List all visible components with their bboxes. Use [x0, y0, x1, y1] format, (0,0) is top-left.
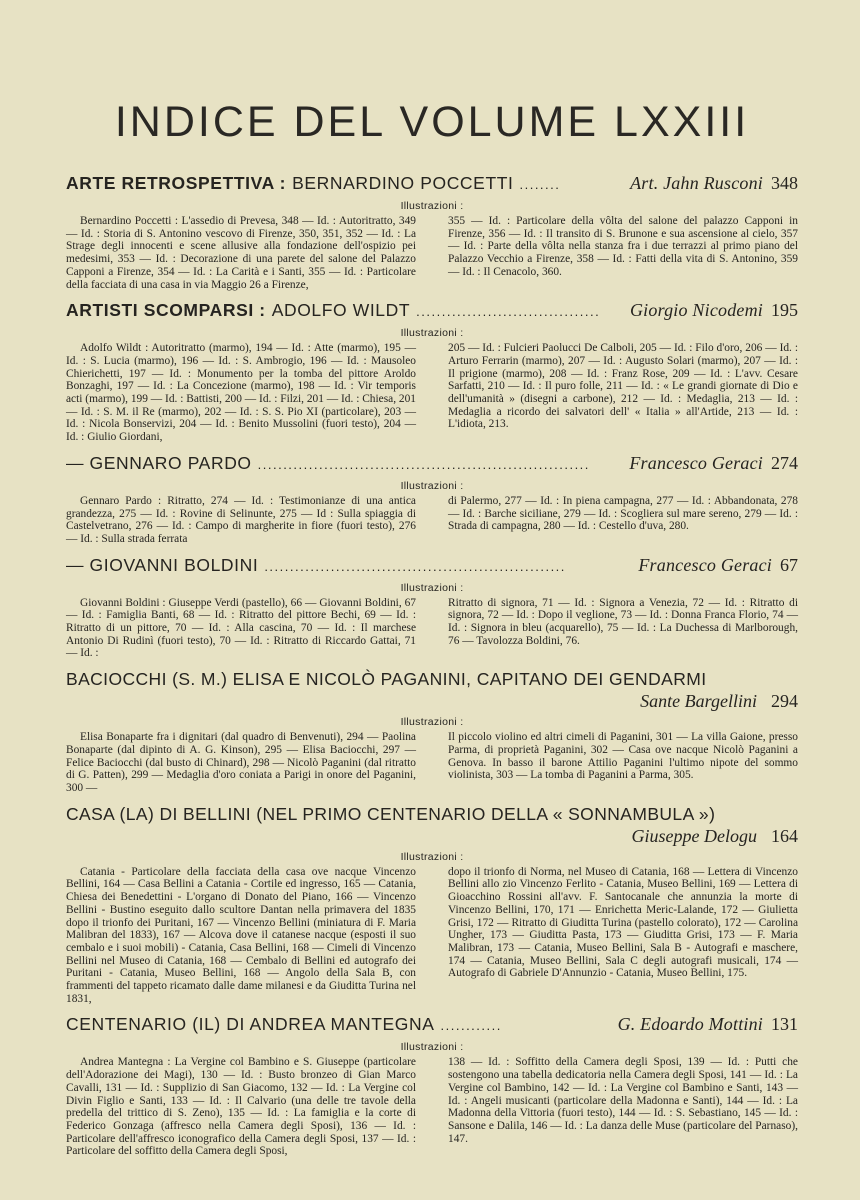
- entry-section: ARTISTI SCOMPARSI :: [66, 300, 266, 321]
- entry-page: 274: [771, 452, 798, 473]
- entry-text-right: di Palermo, 277 — Id. : In piena campagna, 277 — Id. : Abbandonata, 278 — Id. : Barche siciliane, 279 — Id. : Scogliera sul mare sereno, 279 — Id. : Strada di campagna, 280 — Id. : Cestello d'uva, 280.: [448, 494, 798, 533]
- entry-text-right: 355 — Id. : Particolare della vôlta del salone del palazzo Capponi in Firenze, 356 — Id. : Il transito di S. Brunone e sua ascensione al cielo, 357 — Id. : Parte della vôlta nella stanza fra i due terrazzi al primo piano del Palazzo Vecchio a Firenze, 358 — Id. : Fatti della vita di S. Antonino, 359 — Id. : Il Cenacolo, 360.: [448, 215, 798, 278]
- entry-text-left: Adolfo Wildt : Autoritratto (marmo), 194 — Id. : Atte (marmo), 195 — Id. : S. Lucia (marmo), 196 — Id. : S. Ambrogio, 196 — Id. : Mausoleo Chierichetti, 197 — Id. : Monumento per la tomba del pittore Aroldo Bonzaghi, 197 — Id. : La Concezione (marmo), 198 — Id. : Vir temporis acti (marmo), 199 — Id. : Battisti, 200 — Id. : Filzi, 201 — Id. : Chiesa, 201 — Id. : S. M. il Re (marmo), 202 — Id. : S. S. Pio XI (particolare), 203 — Id. : Nicola Bonservizi, 204 — Id. : Benito Mussolini (fuori testo), 204 — Id. : Giulio Giordani,: [66, 342, 416, 444]
- entry-byline: [66, 825, 798, 847]
- entry-text-left: Catania - Particolare della facciata della casa ove nacque Vincenzo Bellini, 164 — Casa Bellini a Catania - Cortile ed ingresso, 165 — Catania, Chiesa dei Benedettini - L'organo di Donato del Piano, 166 — Vincenzo Bellini - Bustino eseguito dallo scultore Dantan nella primavera del 1835 dopo il trionfo dei Puritani, 167 — Vincenzo Bellini (miniatura di F. Maria Malibran del 1833), 167 — Alcova dove il catanese nacque (esposti il suo cembalo e i suoi mobili) - Catania, Casa Bellini, 168 — Cimeli di Vincenzo Bellini nel Museo di Catania, 168 — Cembalo di Bellini ed autografo dei Puritani - Catania, Museo Bellini, 168 — Angolo della Sala B, con frammenti del tappeto ricamato dalle dame milanesi e da Giuditta Turina nel 1831,: [66, 865, 416, 1005]
- entry-text-right: 138 — Id. : Soffitto della Camera degli Sposi, 139 — Id. : Putti che sostengono una tabella dedicatoria nella Camera degli Sposi, 141 — Id. : La Vergine col Bambino, 142 — Id. : La Vergine col Bambino e Santi, 143 — Id. : Angeli musicanti (particolare della Madonna e Santi), 144 — Id. : La Madonna della Vittoria (fuori testo), 144 — Id. : S. Sebastiano, 145 — Id. : Sansone e Dalila, 146 — Id. : La danza delle Muse (particolare del Parnaso), 147.: [448, 1056, 798, 1145]
- entry-page: 348: [771, 173, 798, 193]
- entry-text-right: Il piccolo violino ed altri cimeli di Paganini, 301 — La villa Gaione, presso Parma, di proprietà Paganini, 302 — Casa ove nacque Nicolò Paganini a Genova. In basso il barone Attilio Paganini l'ultimo nipote del sommo violinista, 303 — La tomba di Paganini a Parma, 305.: [448, 731, 798, 782]
- entry-subject: — GIOVANNI BOLDINI: [66, 554, 259, 575]
- entry-subject: ADOLFO WILDT: [271, 300, 411, 321]
- entry-author: Giuseppe Delogu: [631, 825, 757, 846]
- page-title: INDICE DEL VOLUME LXXIII: [114, 98, 750, 146]
- entry-text-left: Elisa Bonaparte fra i dignitari (dal quadro di Benvenuti), 294 — Paolina Bonaparte (dal dipinto di A. G. Kinson), 295 — Elisa Baciocchi, 297 — Felice Baciocchi (dal busto di Chinard), 298 — Nicolò Paganini (dal ritratto di G. Patten), 299 — Medaglia d'oro coniata a Parigi in onore del Paganini, 300 —: [66, 731, 416, 794]
- index-entry: [66, 803, 798, 1006]
- entry-subject: — GENNARO PARDO: [66, 452, 252, 473]
- entry-subject: BERNARDINO POCCETTI: [292, 173, 514, 193]
- index-entry: [66, 1013, 798, 1158]
- entry-heading: [66, 172, 798, 196]
- entry-author: Sante Bargellini: [640, 691, 757, 712]
- illustrations-label: Illustrazioni :: [400, 716, 464, 729]
- illustrations-label: Illustrazioni :: [400, 200, 464, 212]
- entry-dots: ........: [519, 177, 561, 192]
- entry-heading: [66, 452, 798, 476]
- entry-author: Francesco Geraci: [629, 452, 763, 473]
- entry-page: 131: [771, 1014, 798, 1035]
- entry-text-right: Ritratto di signora, 71 — Id. : Signora a Venezia, 72 — Id. : Ritratto di signora, 72 — Id. : Dopo il veglione, 73 — Id. : Donna Franca Florio, 74 — Id. : Signora in bleu (acquarello), 75 — Id. : La Duchessa di Marlborough, 76 — Tavolozza Boldini, 76.: [448, 596, 798, 647]
- entry-dots: ....................................: [416, 304, 601, 320]
- entry-text-left: Gennaro Pardo : Ritratto, 274 — Id. : Testimonianze di una antica grandezza, 275 — Id. : Rovine di Selinunte, 275 — Id : Sulla spiaggia di Castelvetrano, 276 — Id. : Campo di margherite in fiore (fuori testo), 276 — Id. : Sulla strada ferrata: [66, 494, 416, 545]
- entry-heading: BACIOCCHI (S. M.) ELISA E NICOLÒ PAGANINI, CAPITANO DEI GENDARMI: [66, 669, 707, 690]
- entry-author: Francesco Geraci: [638, 554, 772, 575]
- entry-author: G. Edoardo Mottini: [617, 1014, 763, 1035]
- entry-text-right: dopo il trionfo di Norma, nel Museo di Catania, 168 — Lettera di Vincenzo Bellini allo zio Vincenzo Ferlito - Catania, Museo Bellini, 169 — Lettera di Gioacchino Rossini all'avv. F. Santocanale che annunzia la morte di Vincenzo Bellini, 170, 171 — Enrichetta Meric-Lalande, 172 — Giulietta Grisi, 172 — Ritratto di Giuditta Turina (pastello colorato), 172 — Carolina Ungher, 173 — Giuditta Pasta, 173 — Giuditta Grisi, 173 — F. Maria Malibran, 173 — Catania, Museo Bellini, Sala B - Autografi e maschere, 174 — Catania, Museo Bellini, Sala C degli autografi musicali, 174 — Autografo di Gabriele D'Annunzio - Catania, Museo Bellini, 175.: [448, 865, 798, 980]
- index-entry: [66, 299, 798, 444]
- entry-page: 294: [771, 691, 798, 712]
- entry-subject: CENTENARIO (IL) DI ANDREA MANTEGNA: [66, 1014, 435, 1035]
- entry-byline: [66, 690, 798, 712]
- entry-section: ARTE RETROSPETTIVA :: [66, 173, 287, 193]
- entry-heading: [66, 554, 798, 578]
- entry-page: 195: [771, 300, 798, 321]
- entry-heading: [66, 1013, 798, 1037]
- entry-page: 164: [771, 825, 798, 846]
- entry-heading: CASA (LA) DI BELLINI (NEL PRIMO CENTENARIO DELLA « SONNAMBULA »): [66, 803, 716, 824]
- illustrations-label: Illustrazioni :: [400, 581, 464, 594]
- illustrations-label: Illustrazioni :: [400, 850, 464, 863]
- illustrations-label: Illustrazioni :: [400, 1041, 464, 1054]
- entry-author: Giorgio Nicodemi: [629, 300, 763, 321]
- index-entry: [66, 172, 798, 291]
- index-entry: [66, 554, 798, 661]
- index-entry: [66, 452, 798, 546]
- entry-dots: ...........................................................: [264, 558, 566, 574]
- illustrations-label: Illustrazioni :: [400, 327, 464, 340]
- entry-text-left: Giovanni Boldini : Giuseppe Verdi (pastello), 66 — Giovanni Boldini, 67 — Id. : Famiglia Banti, 68 — Id. : Ritratto del pittore Bechi, 69 — Id. : Ritratto di un pittore, 70 — Id. : Alla cascina, 70 — Id. : Il marchese Antonio Di Rudinì (fuori testo), 70 — Id. : Ritratto di Riccardo Gattai, 71 — Id. :: [66, 596, 416, 660]
- entry-heading: [66, 299, 798, 323]
- entry-text-left: Andrea Mantegna : La Vergine col Bambino e S. Giuseppe (particolare dell'Adorazione dei Magi), 130 — Id. : Busto bronzeo di Gian Marco Cavalli, 131 — Id. : Supplizio di San Giacomo, 132 — Id. : La Vergine col Divin Figlio e Santi, 133 — Id. : Il Calvario (una delle tre tavole della predella del trittico di S. Zeno), 135 — Id. : La famiglia e la corte di Federico Gonzaga (affresco nella Camera degli Sposi), 136 — Id. : Particolare dell'affresco iconografico della Camera degli Sposi, 137 — Id. : Particolare del soffitto della Camera degli Sposi,: [66, 1056, 416, 1158]
- illustrations-label: Illustrazioni :: [400, 479, 464, 492]
- entry-author: Art. Jahn Rusconi: [630, 173, 763, 193]
- entry-text-left: Bernardino Poccetti : L'assedio di Prevesa, 348 — Id. : Autoritratto, 349 — Id. : Storia di S. Antonino vescovo di Firenze, 350, 351, 352 — Id. : La Strage degli innocenti e scene allusive alla fondazione dell'ospizio pei medesimi, 353 — Id. : Decorazione di una parete del salone del Palazzo Capponi a Firenze, 354 — Id. : La Carità e i Santi, 355 — Id. : Particolare della facciata di una casa in via Maggio 26 a Firenze,: [66, 215, 416, 291]
- entry-dots: .................................................................: [257, 456, 590, 472]
- entry-dots: ............: [440, 1018, 502, 1034]
- entry-page: 67: [780, 554, 798, 575]
- entry-text-right: 205 — Id. : Fulcieri Paolucci De Calboli, 205 — Id. : Filo d'oro, 206 — Id. : Arturo Ferrarin (marmo), 207 — Id. : Augusto Solari (marmo), 207 — Id. : Il prigione (marmo), 208 — Id. : Franz Rose, 209 — Id. : L'avv. Cesare Sarfatti, 210 — Id. : Il puro folle, 211 — Id. : « Le grandi giornate di Dio e dell'umanità » (disegni a carbone), 212 — Id. : Medaglia, 213 — Id. : Medaglia a ricordo dei salvatori dell' « Italia » all'Artide, 213 — Id. : L'idiota, 213.: [448, 342, 798, 431]
- index-entry: [66, 668, 798, 795]
